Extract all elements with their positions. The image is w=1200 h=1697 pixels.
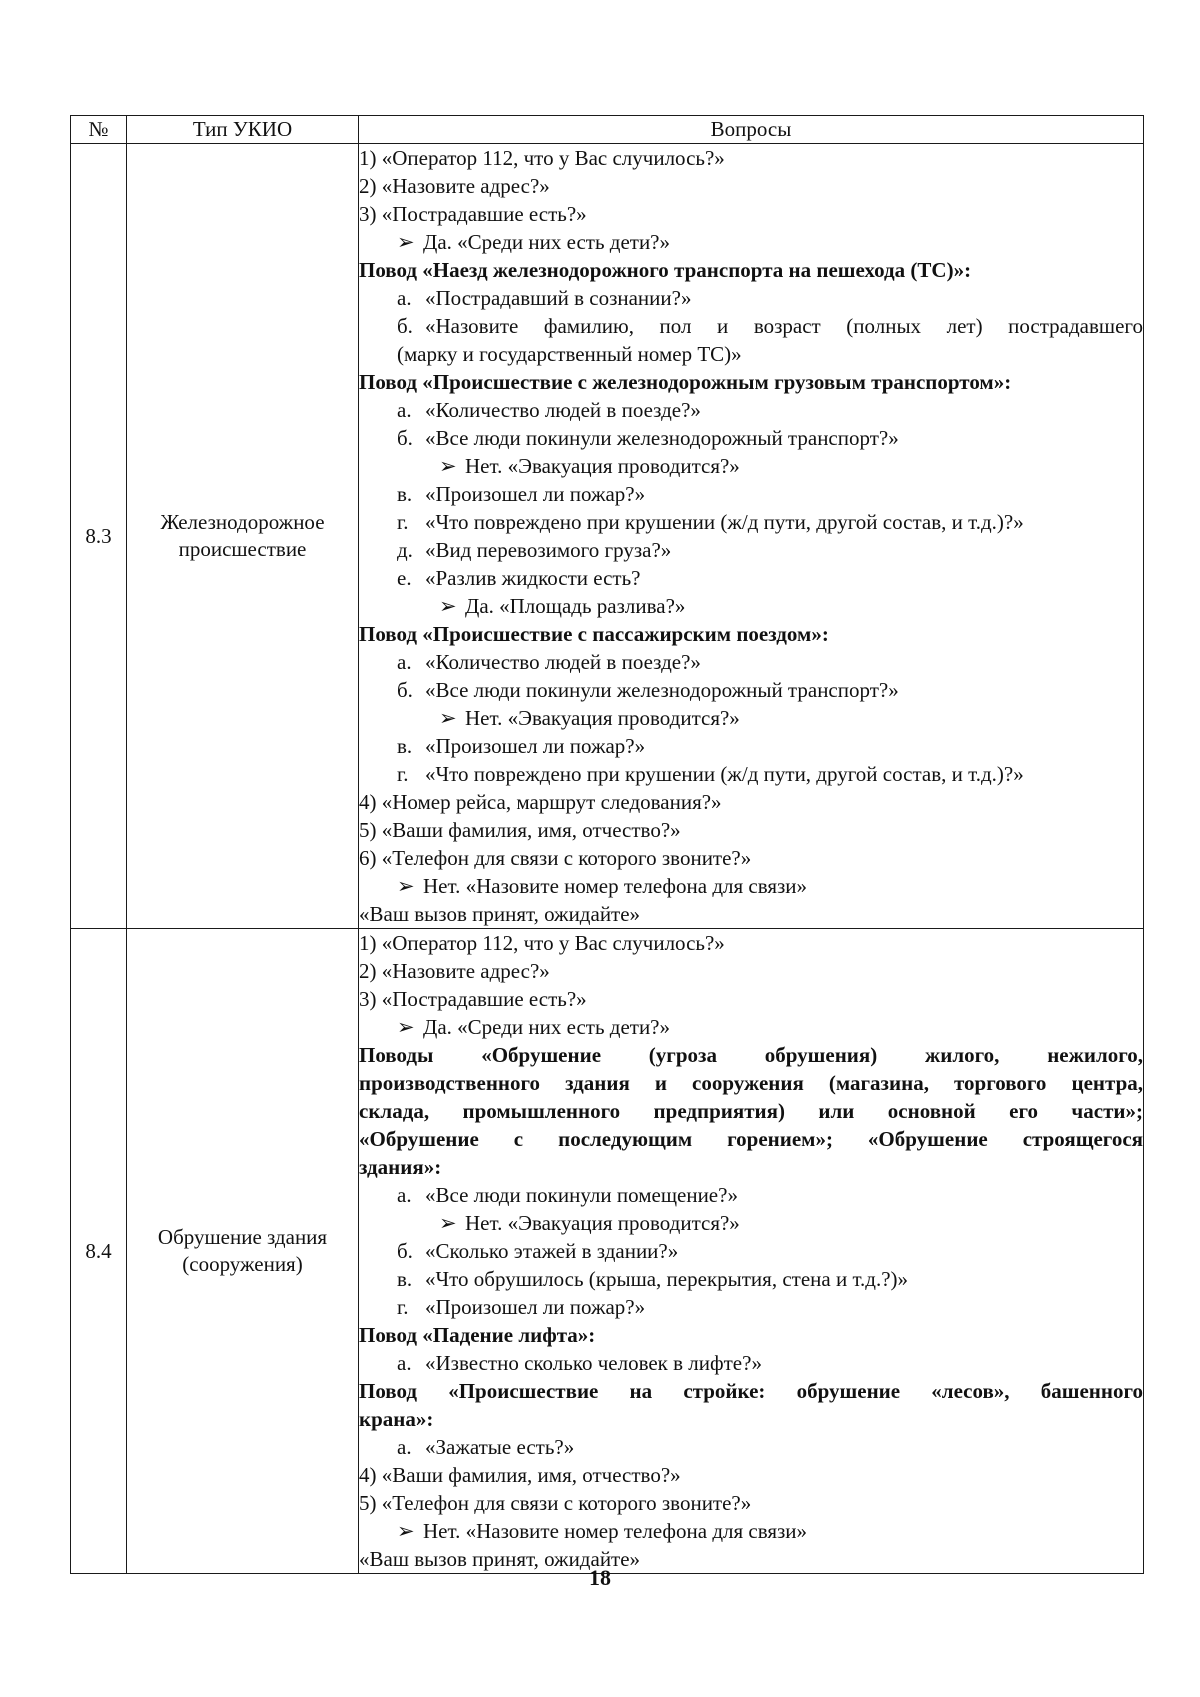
list-marker: а. xyxy=(397,1183,412,1207)
line-text: 2) «Назовите адрес?» xyxy=(359,174,550,198)
question-line xyxy=(359,760,1143,788)
line-text: Да. «Среди них есть дети?» xyxy=(423,230,671,254)
line-text: Повод «Падение лифта»: xyxy=(359,1323,596,1347)
line-text: «Все люди покинули помещение?» xyxy=(425,1183,738,1207)
list-marker: б. xyxy=(397,1239,413,1263)
question-line xyxy=(359,704,1143,732)
list-marker: е. xyxy=(397,566,412,590)
table-row xyxy=(71,144,1144,929)
line-text: 4) «Ваши фамилия, имя, отчество?» xyxy=(359,1463,681,1487)
question-line xyxy=(359,480,1143,508)
question-line xyxy=(359,816,1143,844)
list-marker: г. xyxy=(397,1295,409,1319)
header-num: № xyxy=(71,116,127,144)
line-text: «Что повреждено при крушении (ж/д пути, другой состав, и т.д.)?» xyxy=(425,510,1024,534)
row-number: 8.3 xyxy=(71,144,127,929)
line-text: Да. «Площадь разлива?» xyxy=(465,594,686,618)
arrow-bullet-icon: ➢ xyxy=(397,230,415,254)
line-text: «Назовите фамилию, пол и возраст (полных лет) пострадавшего xyxy=(425,314,1143,338)
question-line xyxy=(359,144,1143,172)
line-text: Да. «Среди них есть дети?» xyxy=(423,1015,671,1039)
question-line xyxy=(359,228,1143,256)
line-text: «Пострадавший в сознании?» xyxy=(425,286,692,310)
arrow-bullet-icon: ➢ xyxy=(439,706,457,730)
questions-cell xyxy=(359,144,1144,929)
line-text: Повод «Происшествие на стройке: обрушение «лесов», башенного xyxy=(359,1379,1143,1403)
line-text: «Ваш вызов принят, ожидайте» xyxy=(359,1547,641,1571)
list-marker: в. xyxy=(397,734,413,758)
line-text: «Что повреждено при крушении (ж/д пути, другой состав, и т.д.)?» xyxy=(425,762,1024,786)
line-text: 3) «Пострадавшие есть?» xyxy=(359,987,587,1011)
list-marker: а. xyxy=(397,286,412,310)
question-heading xyxy=(359,1041,1143,1069)
line-text: «Количество людей в поезде?» xyxy=(425,650,701,674)
question-line xyxy=(359,1349,1143,1377)
question-line xyxy=(359,452,1143,480)
question-line xyxy=(359,676,1143,704)
list-marker: г. xyxy=(397,510,409,534)
line-text: (марку и государственный номер ТС)» xyxy=(397,342,742,366)
question-heading xyxy=(359,1069,1143,1097)
line-text: «Зажатые есть?» xyxy=(425,1435,575,1459)
list-marker: б. xyxy=(397,678,413,702)
question-heading xyxy=(359,1097,1143,1125)
question-heading xyxy=(359,1377,1143,1405)
line-text: «Произошел ли пожар?» xyxy=(425,734,646,758)
line-text: «Количество людей в поезде?» xyxy=(425,398,701,422)
question-line xyxy=(359,424,1143,452)
question-line xyxy=(359,536,1143,564)
line-text: «Сколько этажей в здании?» xyxy=(425,1239,679,1263)
question-line xyxy=(359,872,1143,900)
line-text: «Все люди покинули железнодорожный транспорт?» xyxy=(425,426,899,450)
questions-cell xyxy=(359,929,1144,1574)
question-line xyxy=(359,732,1143,760)
list-marker: а. xyxy=(397,398,412,422)
line-text: «Ваш вызов принят, ожидайте» xyxy=(359,902,641,926)
question-line xyxy=(359,1209,1143,1237)
line-text: Нет. «Эвакуация проводится?» xyxy=(465,706,740,730)
header-type: Тип УКИО xyxy=(127,116,359,144)
question-line xyxy=(359,929,1143,957)
line-text: склада, промышленного предприятия) или основной его части»; xyxy=(359,1099,1143,1123)
row-type: Обрушение здания (сооружения) xyxy=(127,929,359,1574)
line-text: 1) «Оператор 112, что у Вас случилось?» xyxy=(359,146,725,170)
line-text: Поводы «Обрушение (угроза обрушения) жилого, нежилого, xyxy=(359,1043,1143,1067)
question-line xyxy=(359,564,1143,592)
question-heading xyxy=(359,620,1143,648)
question-line xyxy=(359,1489,1143,1517)
question-line xyxy=(359,592,1143,620)
table-header-row xyxy=(71,116,1144,144)
line-text: крана»: xyxy=(359,1407,434,1431)
question-line xyxy=(359,200,1143,228)
list-marker: а. xyxy=(397,1351,412,1375)
line-text: Нет. «Назовите номер телефона для связи» xyxy=(423,874,808,898)
header-questions: Вопросы xyxy=(359,116,1144,144)
line-text: Повод «Происшествие с железнодорожным грузовым транспортом»: xyxy=(359,370,1012,394)
question-line xyxy=(359,1433,1143,1461)
question-heading xyxy=(359,1125,1143,1153)
question-line xyxy=(359,508,1143,536)
line-text: 5) «Ваши фамилия, имя, отчество?» xyxy=(359,818,681,842)
line-text: Повод «Происшествие с пассажирским поездом»: xyxy=(359,622,829,646)
line-text: 6) «Телефон для связи с которого звоните?» xyxy=(359,846,752,870)
list-marker: д. xyxy=(397,538,413,562)
arrow-bullet-icon: ➢ xyxy=(439,594,457,618)
line-text: «Все люди покинули железнодорожный транспорт?» xyxy=(425,678,899,702)
arrow-bullet-icon: ➢ xyxy=(397,874,415,898)
question-heading xyxy=(359,368,1143,396)
list-marker: б. xyxy=(397,426,413,450)
question-line xyxy=(359,312,1143,340)
page-number: 18 xyxy=(589,1565,611,1590)
arrow-bullet-icon: ➢ xyxy=(397,1015,415,1039)
question-heading xyxy=(359,256,1143,284)
question-line xyxy=(359,1265,1143,1293)
line-text: Нет. «Эвакуация проводится?» xyxy=(465,454,740,478)
question-heading xyxy=(359,1153,1143,1181)
line-text: Повод «Наезд железнодорожного транспорта на пешехода (ТС)»: xyxy=(359,258,972,282)
line-text: «Произошел ли пожар?» xyxy=(425,1295,646,1319)
list-marker: г. xyxy=(397,762,409,786)
line-text: «Разлив жидкости есть? xyxy=(425,566,641,590)
question-line xyxy=(359,172,1143,200)
arrow-bullet-icon: ➢ xyxy=(439,454,457,478)
question-line xyxy=(359,1293,1143,1321)
question-line xyxy=(359,900,1143,928)
line-text: «Вид перевозимого груза?» xyxy=(425,538,672,562)
line-text: «Обрушение с последующим горением»; «Обрушение строящегося xyxy=(359,1127,1143,1151)
line-text: 3) «Пострадавшие есть?» xyxy=(359,202,587,226)
list-marker: а. xyxy=(397,1435,412,1459)
line-text: 2) «Назовите адрес?» xyxy=(359,959,550,983)
arrow-bullet-icon: ➢ xyxy=(397,1519,415,1543)
question-line xyxy=(359,1181,1143,1209)
line-text: 5) «Телефон для связи с которого звоните?» xyxy=(359,1491,752,1515)
line-text: здания»: xyxy=(359,1155,442,1179)
list-marker: б. xyxy=(397,314,413,338)
question-line xyxy=(359,1237,1143,1265)
question-heading xyxy=(359,1405,1143,1433)
line-text: 1) «Оператор 112, что у Вас случилось?» xyxy=(359,931,725,955)
row-number: 8.4 xyxy=(71,929,127,1574)
question-heading xyxy=(359,1321,1143,1349)
arrow-bullet-icon: ➢ xyxy=(439,1211,457,1235)
question-line xyxy=(359,284,1143,312)
question-line xyxy=(359,1517,1143,1545)
question-line xyxy=(359,1013,1143,1041)
question-line xyxy=(359,788,1143,816)
list-marker: а. xyxy=(397,650,412,674)
row-type: Железнодорожное происшествие xyxy=(127,144,359,929)
line-text: производственного здания и сооружения (магазина, торгового центра, xyxy=(359,1071,1143,1095)
table-row xyxy=(71,929,1144,1574)
list-marker: в. xyxy=(397,482,413,506)
line-text: «Произошел ли пожар?» xyxy=(425,482,646,506)
line-text: Нет. «Назовите номер телефона для связи» xyxy=(423,1519,808,1543)
question-line xyxy=(359,396,1143,424)
line-text: «Что обрушилось (крыша, перекрытия, стена и т.д.?)» xyxy=(425,1267,909,1291)
question-line xyxy=(359,957,1143,985)
question-line xyxy=(359,340,1143,368)
question-line xyxy=(359,844,1143,872)
line-text: Нет. «Эвакуация проводится?» xyxy=(465,1211,740,1235)
list-marker: в. xyxy=(397,1267,413,1291)
question-line xyxy=(359,985,1143,1013)
question-line xyxy=(359,1461,1143,1489)
questions-table xyxy=(70,115,1144,1574)
line-text: «Известно сколько человек в лифте?» xyxy=(425,1351,762,1375)
line-text: 4) «Номер рейса, маршрут следования?» xyxy=(359,790,722,814)
question-line xyxy=(359,648,1143,676)
